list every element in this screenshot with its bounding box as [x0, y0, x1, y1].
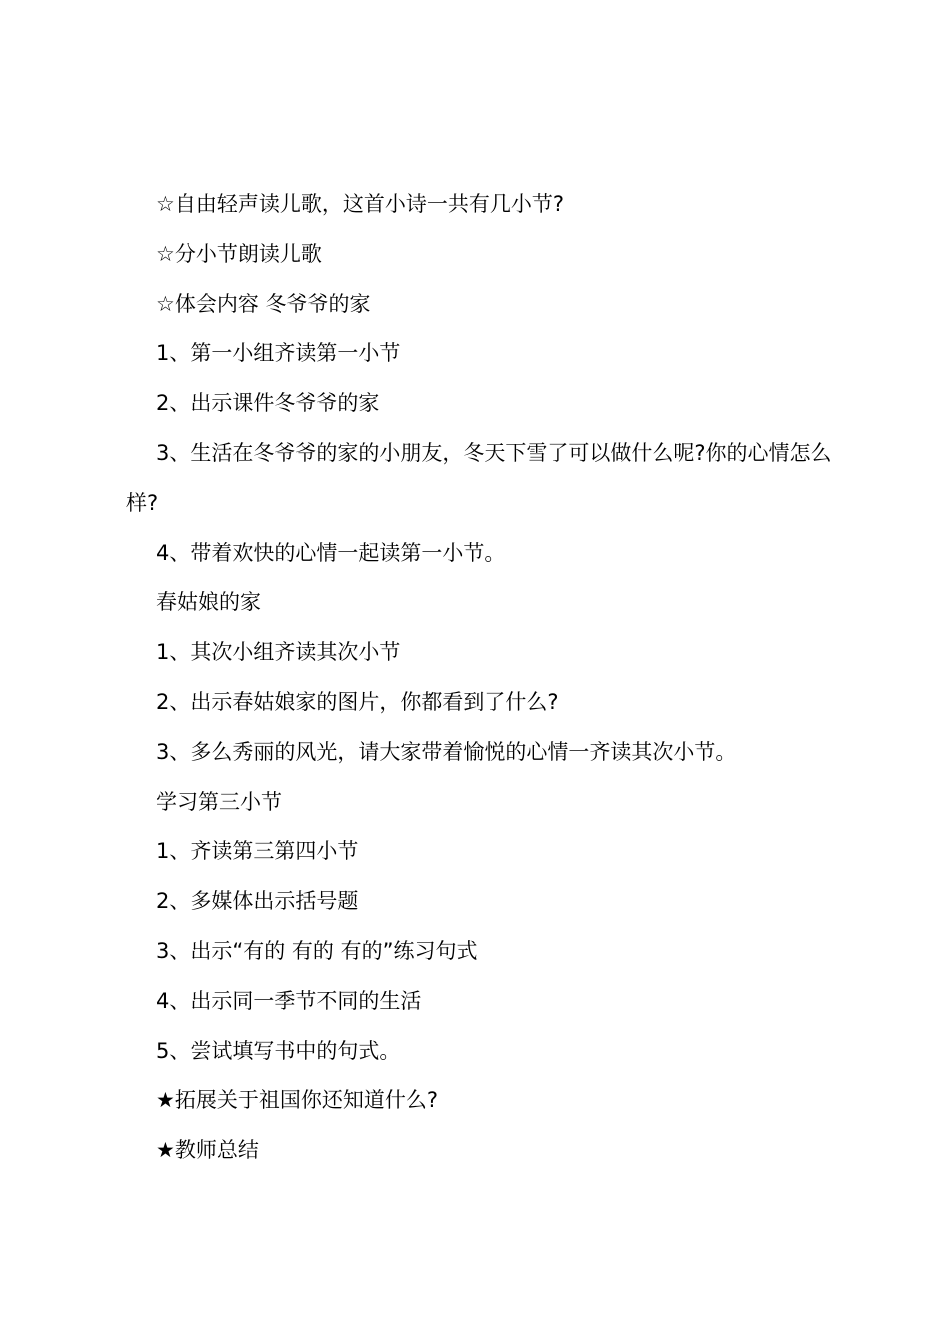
prompt-extension: ★拓展关于祖国你还知道什么? [156, 1088, 438, 1113]
prompt-read-by-section: ☆分小节朗读儿歌 [156, 241, 322, 266]
prompt-read-softly: ☆自由轻声读儿歌，这首小诗一共有几小节? [156, 192, 564, 216]
list-item: 5、尝试填写书中的句式。 [156, 1038, 401, 1063]
document-body [126, 180, 838, 1176]
list-item: 1、其次小组齐读其次小节 [156, 640, 401, 665]
section-heading: 春姑娘的家 [156, 590, 261, 615]
list-item: 4、出示同一季节不同的生活 [156, 988, 422, 1013]
list-item: 2、出示春姑娘家的图片，你都看到了什么? [156, 689, 559, 714]
prompt-understand-content: ☆体会内容 冬爷爷的家 [156, 291, 371, 316]
list-item: 2、多媒体出示括号题 [156, 889, 359, 914]
list-item: 3、生活在冬爷爷的家的小朋友，冬天下雪了可以做什么呢?你的心情怎么样? [126, 440, 832, 515]
section-heading: 学习第三小节 [156, 789, 282, 814]
list-item: 3、多么秀丽的风光，请大家带着愉悦的心情一齐读其次小节。 [156, 739, 737, 764]
list-item: 1、第一小组齐读第一小节 [156, 341, 401, 366]
list-item: 4、带着欢快的心情一起读第一小节。 [156, 540, 506, 565]
list-item: 3、出示“有的 有的 有的”练习句式 [156, 938, 478, 963]
list-item: 2、出示课件冬爷爷的家 [156, 391, 380, 416]
list-item: 1、齐读第三第四小节 [156, 839, 359, 864]
prompt-teacher-summary: ★教师总结 [156, 1138, 259, 1163]
